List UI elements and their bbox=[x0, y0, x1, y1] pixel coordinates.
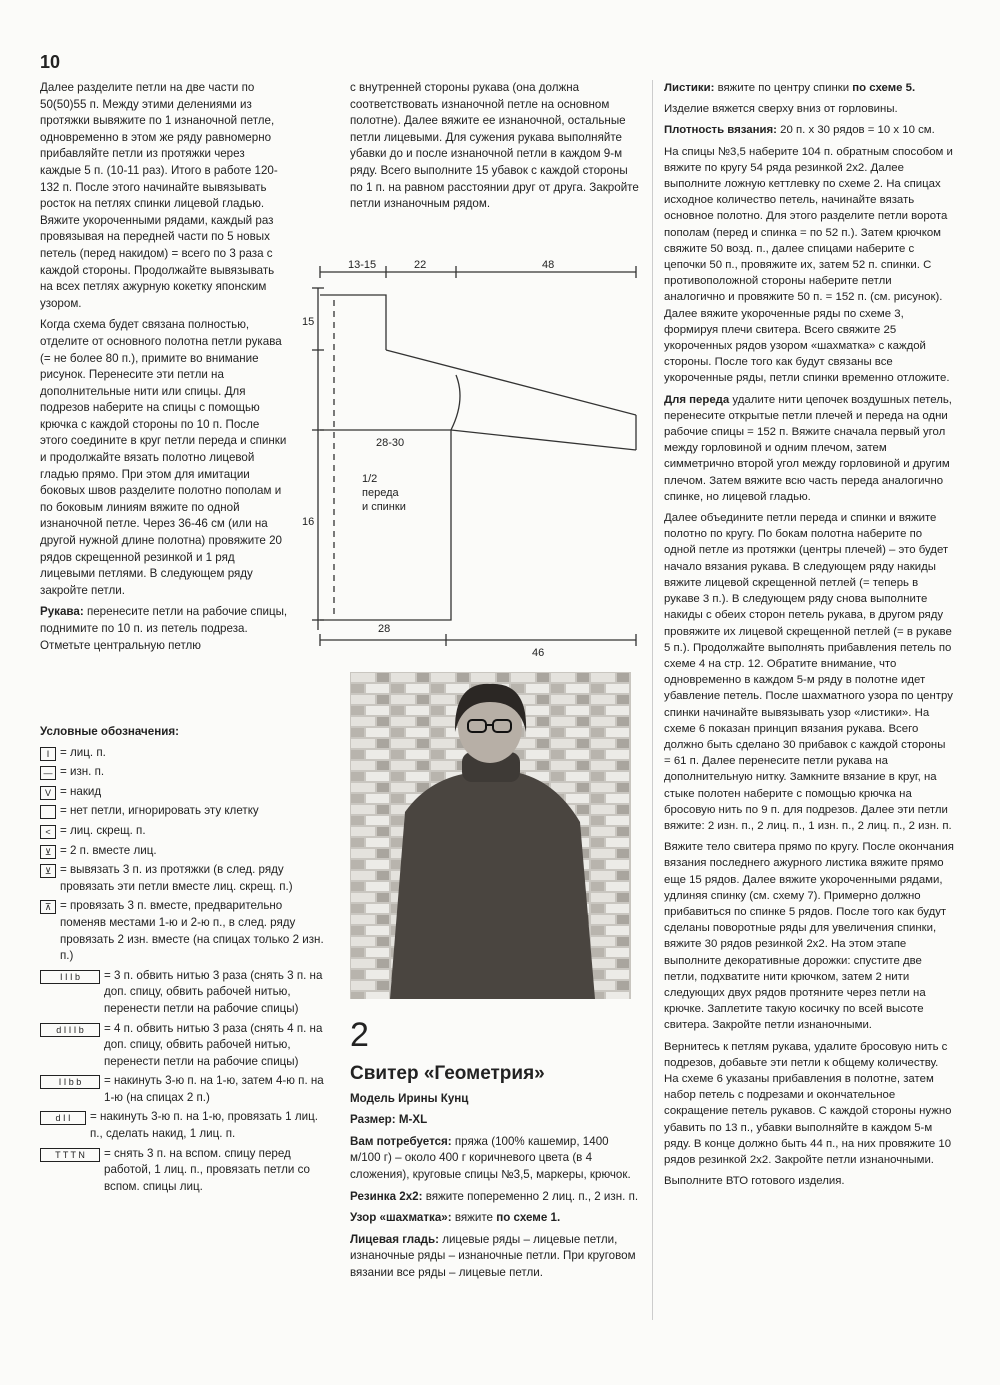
legend-item bbox=[40, 764, 330, 781]
legend-text: = накинуть 3-ю п. на 1-ю, провязать 1 лиц. п., сделать накид, 1 лиц. п. bbox=[90, 1110, 318, 1141]
legend-item bbox=[40, 823, 330, 840]
paragraph: Выполните ВТО готового изделия. bbox=[664, 1175, 845, 1188]
legend-symbol-icon: d I I I b bbox=[40, 1023, 100, 1037]
rib-label: Резинка 2х2: bbox=[350, 1189, 423, 1203]
legend-text: = лиц. скрещ. п. bbox=[60, 823, 146, 837]
pattern-number: 2 bbox=[350, 1016, 369, 1054]
model-photo bbox=[350, 672, 631, 999]
legend-text: = накид bbox=[60, 784, 102, 798]
rib-stitch bbox=[350, 1189, 640, 1206]
legend-item bbox=[40, 803, 330, 820]
paragraph: с внутренней стороны рукава (она должна соответствовать изнаночной петле на основном полотне). Далее вяжите ее изнаночной, остальные петли лицевыми. Для сужения рукава выполняйте убавки до и после изнаночной петли в каждом 9-м ряду. Всего выполните 15 убавок с каждой стороны по 1 п. на равном расстоянии друг от друга. Закройте петли изнаночным рядом. bbox=[350, 81, 639, 211]
front-text: удалите нити цепочек воздушных петель, перенесите открытые петли плечей и переда на одни рабочие спицы = 152 п. Вяжите сначала первый угол между горловиной и одним плечом, затем симметрично второй угол между горловиной и другим плечом. Затем вяжите всю часть переда аналогично спинке, но лицевой гладью. bbox=[664, 393, 952, 503]
paragraph: Далее объедините петли переда и спинки и вяжите полотно по кругу. По бокам полотна наберите по одной петле из протяжки (центры плечей) – это будет начало вязания рукава. В следующем ряду накиды вяжите лицевой скрещенной петлей (= теперь в рукаве 3 п.). В следующем ряду снова выполните накиды с обеих сторон петель рукава, в другом ряду провяжите их лицевой скрещенной петлей (= в рукаве 5 п.). Продолжайте выполнять прибавления петель по схеме 4 на стр. 12. Обратите внимание, что одновременно в каждом 5-м ряду в полотне идет убавление петель. После шахматного узора по центру спинки начинайте вывязывать узор «листики». На схеме 6 показан принцип вязания рукава. Всего должно быть сделано 30 прибавок с каждой стороны = 61 п. Далее перенесите петли рукава на дополнительную нитку. Замкните вязание в круг, на стыке полотен наберите с помощью крючка на бросовую нить по 9 п. для подрезов. Далее эти петли вяжите: 2 изн. п., 2 лиц. п., 1 изн. п., 2 лиц. п., 2 изн. п. bbox=[664, 512, 953, 832]
legend-item bbox=[40, 745, 330, 762]
paragraph: Изделие вяжется сверху вниз от горловины. bbox=[664, 103, 898, 116]
legend bbox=[40, 724, 330, 1198]
leaves-ref: по схеме 5. bbox=[852, 82, 916, 94]
legend-item bbox=[40, 784, 330, 801]
legend-text: = нет петли, игнорировать эту клетку bbox=[60, 804, 259, 818]
legend-text: = 4 п. обвить нитью 3 раза (снять 4 п. на доп. спицу, обвить рабочей нитью, перенести петли на рабочие спицы) bbox=[104, 1021, 323, 1068]
check-label: Узор «шахматка»: bbox=[350, 1211, 452, 1225]
legend-symbol-icon: ⊼ bbox=[40, 900, 56, 914]
paragraph: Когда схема будет связана полностью, отделите от основного полотна петли рукава (= не более 80 п.), примите во внимание рисунок. Перенесите эти петли на дополнительные нити или спицы. Для подрезов наберите на спицы с помощью крючка с каждой стороны по 10 п. После этого соедините в круг петли переда и спинки и продолжайте вязать полотно лицевой гладью прямо. При этом для имитации боковых швов разделите полотно пополам и по боковым линиям вяжите по одной изнаночной петле. Через 36-46 см (или на другой нужной длине полотна) провяжите 20 рядов скрещенной резинкой и 1 ряд лицевыми петлями. В следующем ряду закройте петли. bbox=[40, 318, 287, 597]
legend-text: = вывязать 3 п. из протяжки (в след. ряду провязать эти петли вместе лиц. скрещ. п.) bbox=[60, 863, 293, 893]
paragraph bbox=[664, 80, 954, 96]
sleeves-text: перенесите петли на рабочие спицы, поднимите по 10 п. из петель подреза. Отметьте центральную петлю bbox=[40, 605, 288, 652]
front-label: Для переда bbox=[664, 393, 730, 406]
legend-symbol-icon: I I I b bbox=[40, 970, 100, 984]
page-number: 10 bbox=[40, 52, 61, 72]
legend-symbol-icon: d I I bbox=[40, 1111, 86, 1125]
stock-text: лицевые ряды – лицевые петли, изнаночные ряды – изнаночные петли. При круговом вязании все ряды – лицевые петли. bbox=[350, 1232, 636, 1279]
materials-text: пряжа (100% кашемир, 1400 м/100 г) – около 400 г коричневого цвета (в 4 сложения), круговые спицы №3,5, маркеры, крючок. bbox=[350, 1134, 631, 1181]
legend-item bbox=[40, 1021, 330, 1071]
legend-text: = накинуть 3-ю п. на 1-ю, затем 4-ю п. на 1-ю (на спицах 2 п.) bbox=[104, 1074, 324, 1104]
model-credit bbox=[350, 1091, 640, 1108]
paragraph: Далее разделите петли на две части по 50(50)55 п. Между этими делениями из протяжки вывяжите по 1 изнаночной петле, одновременно в этом же ряду равномерно прибавляйте петли из протяжки через каждые 5 п. (10-11 раз). Итого в работе 120-132 п. После этого начинайте вывязывать росток на петлях спинки лицевой гладью. Вяжите укороченными рядами, каждый раз провязывая на передней части по 5 новых петель (перед накидом) = всего по 3 раза с каждой стороны. Продолжайте вывязывать на всех петлях ажурную кокетку японским узором. bbox=[40, 81, 278, 310]
legend-symbol-icon: I I b b bbox=[40, 1075, 100, 1089]
legend-item bbox=[40, 1073, 330, 1106]
legend-text: = изн. п. bbox=[60, 765, 105, 779]
paragraph: Вернитесь к петлям рукава, удалите бросовую нить с подрезов, добавьте эти петли к общему количеству. На схеме 6 указаны прибавления в полотне, затем набор петель с подрезами и окончательное сокращение петель рукавов. С каждой стороны нужно убавить по 13 п., убавки выполняйте в каждом 5-м ряду. В конце должно быть 44 п., на них провяжите 10 рядов резинкой 2х2. Закройте петли изнаночными. bbox=[664, 1040, 952, 1166]
rib-text: вяжите попеременно 2 лиц. п., 2 изн. п. bbox=[425, 1189, 639, 1203]
column-3 bbox=[664, 80, 954, 1194]
legend-item bbox=[40, 843, 330, 860]
dim-shoulder: 22 bbox=[414, 259, 427, 271]
dim-collar-width: 13-15 bbox=[348, 259, 377, 271]
legend-item bbox=[40, 1146, 330, 1196]
paragraph bbox=[664, 392, 954, 505]
dim-collar-height: 15 bbox=[302, 316, 315, 328]
paragraph bbox=[664, 122, 954, 138]
legend-symbol-icon: V bbox=[40, 786, 56, 800]
size-text: Размер: M-XL bbox=[350, 1113, 428, 1127]
sleeves-label: Рукава: bbox=[40, 605, 84, 619]
stockinette bbox=[350, 1232, 640, 1282]
legend-text: = 3 п. обвить нитью 3 раза (снять 3 п. на доп. спицу, обвить рабочей нитью, перенести петли на рабочие спицы) bbox=[104, 968, 323, 1015]
legend-text: = снять 3 п. на вспом. спицу перед работой, 1 лиц. п., провязать петли со вспом. спицы лиц. bbox=[104, 1146, 311, 1193]
legend-text: = лиц. п. bbox=[60, 745, 106, 759]
legend-text: = 2 п. вместе лиц. bbox=[60, 843, 157, 857]
legend-symbol-icon: ⊻ bbox=[40, 845, 56, 859]
dim-sleeve-length: 48 bbox=[542, 259, 555, 271]
size bbox=[350, 1112, 640, 1129]
legend-symbol-icon bbox=[40, 805, 56, 819]
paragraph: На спицы №3,5 наберите 104 п. обратным способом и вяжите по кругу 54 ряда резинкой 2х2. Далее выполните ложную кеттлевку по схеме 2. На спицах исходное количество петель, начинайте вязать основное полотно. Для этого разделите петли ворота пополам (перед и спинка = по 52 п.). Затем крючком свяжите 50 возд. п., далее спицами наберите с цепочки 50 п., провяжите их, затем 52 п. спинки. С противоположной стороны наберите петли аналогично и провяжите 50 п. = 152 п. (см. рисунок). Далее вяжите укороченные ряды по схеме 3, формируя плечи свитера. Всего свяжите 25 укороченных рядов узором «шахматка» с каждой стороны. После того как будут связаны все укороченные ряды, петли спинки временно отложите. bbox=[664, 145, 953, 385]
column-1 bbox=[40, 80, 288, 659]
legend-symbol-icon: I bbox=[40, 747, 56, 761]
legend-title: Условные обозначения: bbox=[40, 725, 179, 738]
legend-item bbox=[40, 968, 330, 1018]
check-stitch bbox=[350, 1210, 640, 1227]
gauge-text: 20 п. х 30 рядов = 10 х 10 см. bbox=[780, 124, 935, 137]
pattern-info bbox=[350, 1063, 640, 1287]
leaves-label: Листики: bbox=[664, 82, 715, 94]
dim-chest: 28-30 bbox=[376, 437, 405, 449]
leaves-text: вяжите по центру спинки bbox=[717, 82, 850, 94]
materials-label: Вам потребуется: bbox=[350, 1134, 452, 1148]
pattern-schematic bbox=[296, 250, 646, 659]
legend-symbol-icon: ⊻ bbox=[40, 864, 56, 878]
legend-item bbox=[40, 1109, 330, 1142]
column-divider bbox=[652, 80, 653, 1320]
label-back: и спинки bbox=[362, 501, 406, 513]
check-text: вяжите bbox=[454, 1211, 494, 1225]
label-half: 1/2 bbox=[362, 473, 378, 485]
legend-text: = провязать 3 п. вместе, предварительно поменяв местами 1-ю и 2-ю п., в след. ряду провязать 2 изн. вместе (на спицах только 2 изн. п.) bbox=[60, 899, 324, 963]
gauge-label: Плотность вязания: bbox=[664, 124, 777, 137]
legend-symbol-icon: T T T N bbox=[40, 1148, 100, 1162]
column-2-top bbox=[350, 80, 642, 218]
legend-symbol-icon: — bbox=[40, 766, 56, 780]
materials bbox=[350, 1134, 640, 1184]
check-ref: по схеме 1. bbox=[496, 1211, 561, 1225]
paragraph: Вяжите тело свитера прямо по кругу. После окончания вязания последнего ажурного листика вяжите прямо еще 15 рядов. Далее вяжите укороченными рядами, удлиняя спинку (см. схему 7). Примерно должно прибавиться по спинке 5 рядов. После того как будут сделаны поворотные ряды для увеличения спинки, вяжите 30 рядов резинкой 2х2. На этом этапе выполните декоративные дорожки: спустите две петли, подхватите нити крючком, затем 2 нити следующих двух рядов протяните через петли на крючке. Заплетите такую косичку по всей высоте свитера. Закройте петли изнаночными. bbox=[664, 841, 954, 1032]
label-front: переда bbox=[362, 487, 399, 499]
model-text: Модель Ирины Кунц bbox=[350, 1091, 469, 1105]
legend-item bbox=[40, 898, 330, 964]
paragraph-sleeves bbox=[40, 604, 288, 654]
dim-bottom-width: 28 bbox=[378, 623, 391, 635]
dim-sleeve-bottom: 46 bbox=[532, 647, 545, 659]
legend-item bbox=[40, 862, 330, 895]
pattern-title: Свитер «Геометрия» bbox=[350, 1063, 545, 1084]
legend-symbol-icon: < bbox=[40, 825, 56, 839]
dim-body-height: 16 bbox=[302, 516, 315, 528]
stock-label: Лицевая гладь: bbox=[350, 1232, 439, 1246]
